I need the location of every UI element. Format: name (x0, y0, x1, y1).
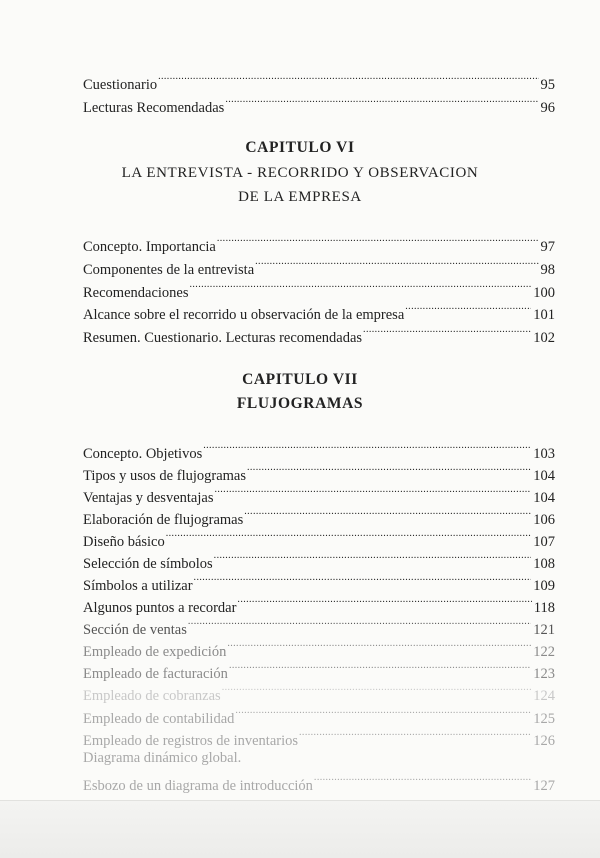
toc-entry-text: Empleado de cobranzas (83, 688, 221, 704)
toc-entry-text: Tipos y usos de flujogramas (83, 468, 246, 484)
toc-entry (83, 550, 555, 573)
toc-entry (83, 233, 555, 256)
toc-entry-text: Empleado de registros de inventarios (83, 733, 299, 749)
chapter-6-subtitle-line2: DE LA EMPRESA (238, 189, 362, 205)
chapter-6-title: CAPITULO VI (245, 139, 355, 156)
toc-entry-text: Componentes de la entrevista (83, 262, 255, 278)
toc-entry (83, 94, 555, 117)
toc-entry-page: 96 (540, 100, 555, 116)
toc-leader-dots (188, 616, 531, 634)
toc-leader-dots (194, 572, 532, 590)
toc-entry (83, 528, 555, 551)
toc-entry-page: 98 (540, 262, 555, 278)
toc-entry (83, 772, 555, 795)
toc-entry (83, 660, 555, 683)
toc-entry-text: Cuestionario (83, 77, 158, 93)
toc-entry-page: 125 (533, 711, 555, 727)
toc-entry-text: Alcance sobre el recorrido u observación de la empresa (83, 307, 405, 323)
toc-entry-page: 107 (533, 534, 555, 550)
toc-entry (83, 440, 555, 463)
toc-entry-page: 103 (533, 446, 555, 462)
toc-entry (83, 506, 555, 529)
toc-entry-page: 104 (533, 468, 555, 484)
toc-entry (83, 572, 555, 595)
toc-entry (83, 749, 555, 767)
toc-entry-text: Resumen. Cuestionario. Lecturas recomendadas (83, 330, 363, 346)
toc-entry (83, 638, 555, 661)
toc-leader-dots (255, 256, 538, 274)
toc-entry-text: Elaboración de flujogramas (83, 512, 244, 528)
toc-leader-dots (166, 528, 532, 546)
toc-leader-dots (244, 506, 531, 524)
toc-entry (83, 279, 555, 302)
toc-entry (83, 301, 555, 324)
toc-leader-dots (214, 484, 531, 502)
toc-leader-dots (222, 682, 532, 700)
toc-entry-page: 126 (533, 733, 555, 749)
toc-leader-dots (235, 705, 531, 723)
toc-entry-page: 101 (533, 307, 555, 323)
toc-entry-page: 109 (533, 578, 555, 594)
toc-entry-page: 108 (533, 556, 555, 572)
toc-entry (83, 462, 555, 485)
toc-leader-dots (227, 638, 531, 656)
chapter-7-title: CAPITULO VII (242, 371, 358, 388)
toc-entry-page: 123 (533, 666, 555, 682)
toc-entry-text: Selección de símbolos (83, 556, 213, 572)
toc-entry-page: 121 (533, 622, 555, 638)
toc-entry-text: Esbozo de un diagrama de introducción (83, 778, 313, 794)
toc-entry (83, 71, 555, 94)
page-edge (0, 800, 600, 801)
toc-entry (83, 484, 555, 507)
toc-leader-dots (214, 550, 532, 568)
toc-entry-page: 97 (540, 239, 555, 255)
toc-entry (83, 705, 555, 728)
toc-entry-text: Diagrama dinámico global. (83, 750, 242, 766)
toc-leader-dots (405, 301, 531, 319)
toc-leader-dots (247, 462, 531, 480)
page-bottom-shadow (0, 800, 600, 858)
toc-entry-page: 102 (533, 330, 555, 346)
toc-entry-text: Símbolos a utilizar (83, 578, 193, 594)
toc-leader-dots (158, 71, 538, 89)
toc-entry-text: Algunos puntos a recordar (83, 600, 237, 616)
toc-entry (83, 727, 555, 750)
toc-entry-text: Recomendaciones (83, 285, 189, 301)
toc-entry-text: Empleado de expedición (83, 644, 227, 660)
toc-entry-page: 127 (533, 778, 555, 794)
toc-entry (83, 682, 555, 705)
toc-leader-dots (237, 594, 531, 612)
toc-entry-page: 122 (533, 644, 555, 660)
toc-entry-text: Concepto. Objetivos (83, 446, 203, 462)
chapter-6-subtitle-line1: LA ENTREVISTA - RECORRIDO Y OBSERVACION (121, 165, 479, 181)
toc-entry-text: Sección de ventas (83, 622, 187, 638)
toc-entry-text: Empleado de facturación (83, 666, 228, 682)
toc-entry-text: Diseño básico (83, 534, 165, 550)
chapter-7-subtitle: FLUJOGRAMAS (236, 395, 364, 412)
toc-leader-dots (229, 660, 531, 678)
toc-entry-page: 118 (533, 600, 555, 616)
toc-entry-text: Ventajas y desventajas (83, 490, 214, 506)
toc-leader-dots (217, 233, 539, 251)
toc-entry (83, 256, 555, 279)
toc-leader-dots (203, 440, 531, 458)
toc-entry (83, 324, 555, 347)
toc-entry-page: 106 (533, 512, 555, 528)
toc-leader-dots (299, 727, 531, 745)
toc-entry-text: Lecturas Recomendadas (83, 100, 225, 116)
toc-entry-page: 104 (533, 490, 555, 506)
toc-leader-dots (190, 279, 532, 297)
toc-entry-text: Concepto. Importancia (83, 239, 216, 255)
toc-entry (83, 616, 555, 639)
toc-entry-page: 100 (533, 285, 555, 301)
toc-leader-dots (225, 94, 538, 112)
toc-leader-dots (363, 324, 531, 342)
toc-entry-text: Empleado de contabilidad (83, 711, 235, 727)
toc-entry (83, 594, 555, 617)
toc-leader-dots (314, 772, 531, 790)
toc-entry-page: 124 (533, 688, 555, 704)
toc-entry-page: 95 (540, 77, 555, 93)
